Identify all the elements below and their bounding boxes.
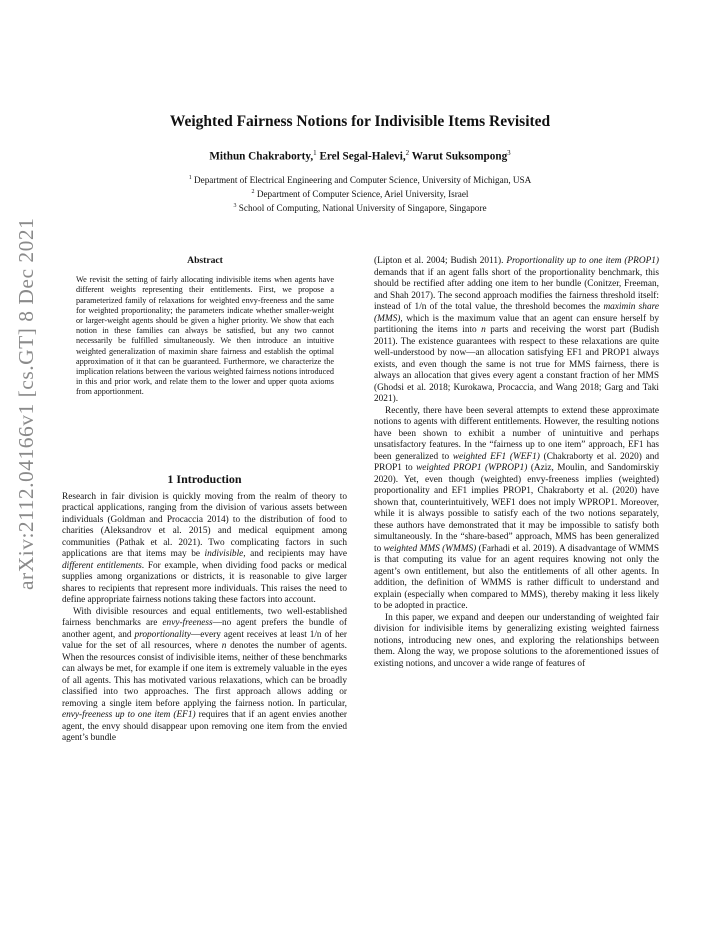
affiliation-marker: 1	[188, 175, 192, 181]
affiliation-text: Department of Electrical Engineering and Computer Science, University of Michigan, USA	[194, 175, 532, 186]
abstract-text: We revisit the setting of fairly allocating indivisible items when agents have different weights representing their entitlements. First, we propose a parameterized family of relaxations for weighted envy-freeness and the same for weighted proportionality; the parameters indicate whether smaller-weight or larger-weight agents should be given a higher priority. We show that each notion in these families can always be satisfied, but any two cannot necessarily be fulfilled simultaneously. We then introduce an intuitive weighted generalization of maximin share fairness and establish the optimal approximation of it that can be guaranteed. Furthermore, we characterize the implication relations between the various weighted fairness notions introduced in this and prior work, and relate them to the lower and upper quota axioms from apportionment.	[76, 275, 334, 397]
introduction-section	[62, 474, 347, 745]
emphasis: envy-freeness	[162, 618, 213, 628]
affiliation-marker: 3	[507, 149, 511, 157]
affiliation-line	[0, 172, 720, 186]
right-column	[374, 256, 659, 670]
text-run: With divisible resources and equal entitlements, two well-established fairness benchmarks are	[62, 606, 347, 628]
text-run: requires that if an agent envies another agent, the envy should disappear upon removing one item from the envied agent’s bundle	[62, 710, 347, 743]
text-run: Research in fair division is quickly moving from the realm of theory to practical applications, ranging from the division of various assets between individuals (Goldman and Procaccia 2014) to the distribution of food to charities (Aleksandrov et al. 2015) and medical equipment among communities (Pathak et al. 2021). Two complicating factors in such applications are that items may be	[62, 491, 347, 559]
text-run: (Aziz, Moulin, and Sandomirskiy 2020). Yet, even though (weighted) envy-freeness implies (weighted) proportionality and EF1 implies PROP1, Chakraborty et al. (2020) have shown that, counterintuitively, WEF1 does not imply WPROP1. Moreover, while it is always possible to satisfy each of the two notions separately, these authors have demonstrated that it may be impossible to satisfy both simultaneously. In the “share-based” approach, MMS has been generalized to	[374, 463, 659, 554]
abstract-heading: Abstract	[187, 255, 223, 266]
text-run: , which is the maximum value that an agent can ensure herself by partitioning the items into	[374, 313, 659, 335]
math-variable: n	[481, 325, 486, 335]
text-run: —no agent prefers the bundle of another agent, and	[62, 618, 348, 640]
text-run: , and recipients may have	[243, 549, 347, 559]
affiliation-line	[0, 186, 720, 200]
text-run: (Farhadi et al. 2019). A disadvantage of WMMS is that computing its value for an agent requires knowing not only the agent’s own entitlement, but also the entitlements of all other agents. In addition, the definition of WMMS is rather difficult to understand and explain (especially when compared to MMS), thereby making it less likely to be adopted in practice.	[374, 543, 659, 611]
emphasis: different entitlements	[62, 560, 142, 571]
author-name: Erel Segal-Halevi,	[319, 150, 406, 163]
emphasis: indivisible	[204, 549, 244, 559]
affiliation-line	[0, 200, 720, 214]
author-name: Warut Suksompong	[411, 150, 508, 163]
affiliation-text: School of Computing, National University of Singapore, Singapore	[238, 203, 487, 214]
emphasis: Proportionality up to one item (PROP1)	[506, 256, 659, 266]
emphasis: envy-freeness up to one item (EF1)	[62, 710, 196, 720]
affiliation-text: Department of Computer Science, Ariel University, Israel	[256, 189, 469, 200]
author-list	[0, 149, 720, 163]
math-variable: n	[221, 641, 227, 651]
math-fraction: 1/n	[309, 629, 322, 640]
body-paragraph	[374, 406, 659, 613]
affiliation-marker: 2	[405, 149, 410, 157]
emphasis: weighted MMS (WMMS)	[383, 543, 477, 554]
emphasis: proportionality	[134, 629, 191, 640]
text-run: (Lipton et al. 2004; Budish 2011).	[374, 256, 507, 266]
affiliation-marker: 2	[251, 189, 255, 196]
author-name: Mithun Chakraborty,	[209, 150, 314, 163]
math-fraction: 1/n	[414, 302, 427, 312]
emphasis: weighted EF1 (WEF1)	[452, 451, 540, 462]
affiliation-list	[0, 172, 720, 214]
emphasis: weighted PROP1 (WPROP1)	[416, 463, 528, 473]
intro-paragraph	[62, 607, 347, 745]
abstract-section	[76, 256, 334, 398]
section-heading: 1 Introduction	[167, 472, 242, 486]
intro-paragraph	[62, 492, 347, 607]
text-run: of her value for the set of all resources, where	[62, 629, 348, 651]
emphasis: maximin share (MMS)	[374, 302, 659, 324]
text-run: parts and receiving the worst part (Budish 2011). The existence guarantees with respect to these relaxations are quite well-understood by now—an allocation satisfying EF1 and PROP1 always exists, and even though the same is not true for MMS fairness, there is always an allocation that gives every agent a constant fraction of her MMS (Ghodsi et al. 2018; Kurokawa, Procaccia, and Wang 2018; Garg and Taki 2021).	[374, 325, 660, 404]
text-run: demands that if an agent falls short of the proportionality benchmark, this should be rectified after adding one item to her bundle (Conitzer, Freeman, and Shah 2017). The second approach modifies the fairness threshold itself: instead of	[374, 267, 659, 312]
text-run: of the total value, the threshold becomes the	[426, 302, 604, 312]
text-run: (Chakraborty et al. 2020) and PROP1 to	[374, 451, 659, 473]
body-paragraph	[374, 256, 659, 406]
text-run: . For example, when dividing food packs or medical supplies among organizations or districts, it is reasonable to give larger shares to recipients that represent more individuals. This raises the need to define appropriate fairness notions taking these factors into account.	[62, 560, 348, 605]
text-run: denotes the number of agents. When the resources consist of indivisible items, neither of these benchmarks can always be met, for example if one item is extremely valuable in the eyes of all agents. This has motivated various relaxations, which can be broadly classified into two approaches. The first approach allows adding or removing a single item before applying the fairness notion. In particular,	[62, 641, 347, 709]
affiliation-marker: 1	[313, 149, 317, 157]
body-paragraph: In this paper, we expand and deepen our understanding of weighted fair division for indivisible items by generalizing existing weighted fairness notions, introducing new ones, and exploring the relationships between them. Along the way, we propose solutions to the aforementioned issues of existing notions, and uncover a wide range of features of	[374, 612, 659, 669]
affiliation-marker: 3	[233, 203, 237, 210]
paper-title: Weighted Fairness Notions for Indivisible Items Revisited	[169, 113, 551, 130]
text-run: —every agent receives at least	[190, 629, 310, 640]
text-run: Recently, there have been several attempts to extend these approximate notions to agents with different entitlements. However, the resulting notions have been shown to exhibit a number of unintuitive and perhaps unsatisfactory features. In the “fairness up to one item” approach, EF1 has been generalized to	[374, 405, 659, 462]
arxiv-identifier: arXiv:2112.04166v1 [cs.GT] 8 Dec 2021	[14, 217, 38, 590]
